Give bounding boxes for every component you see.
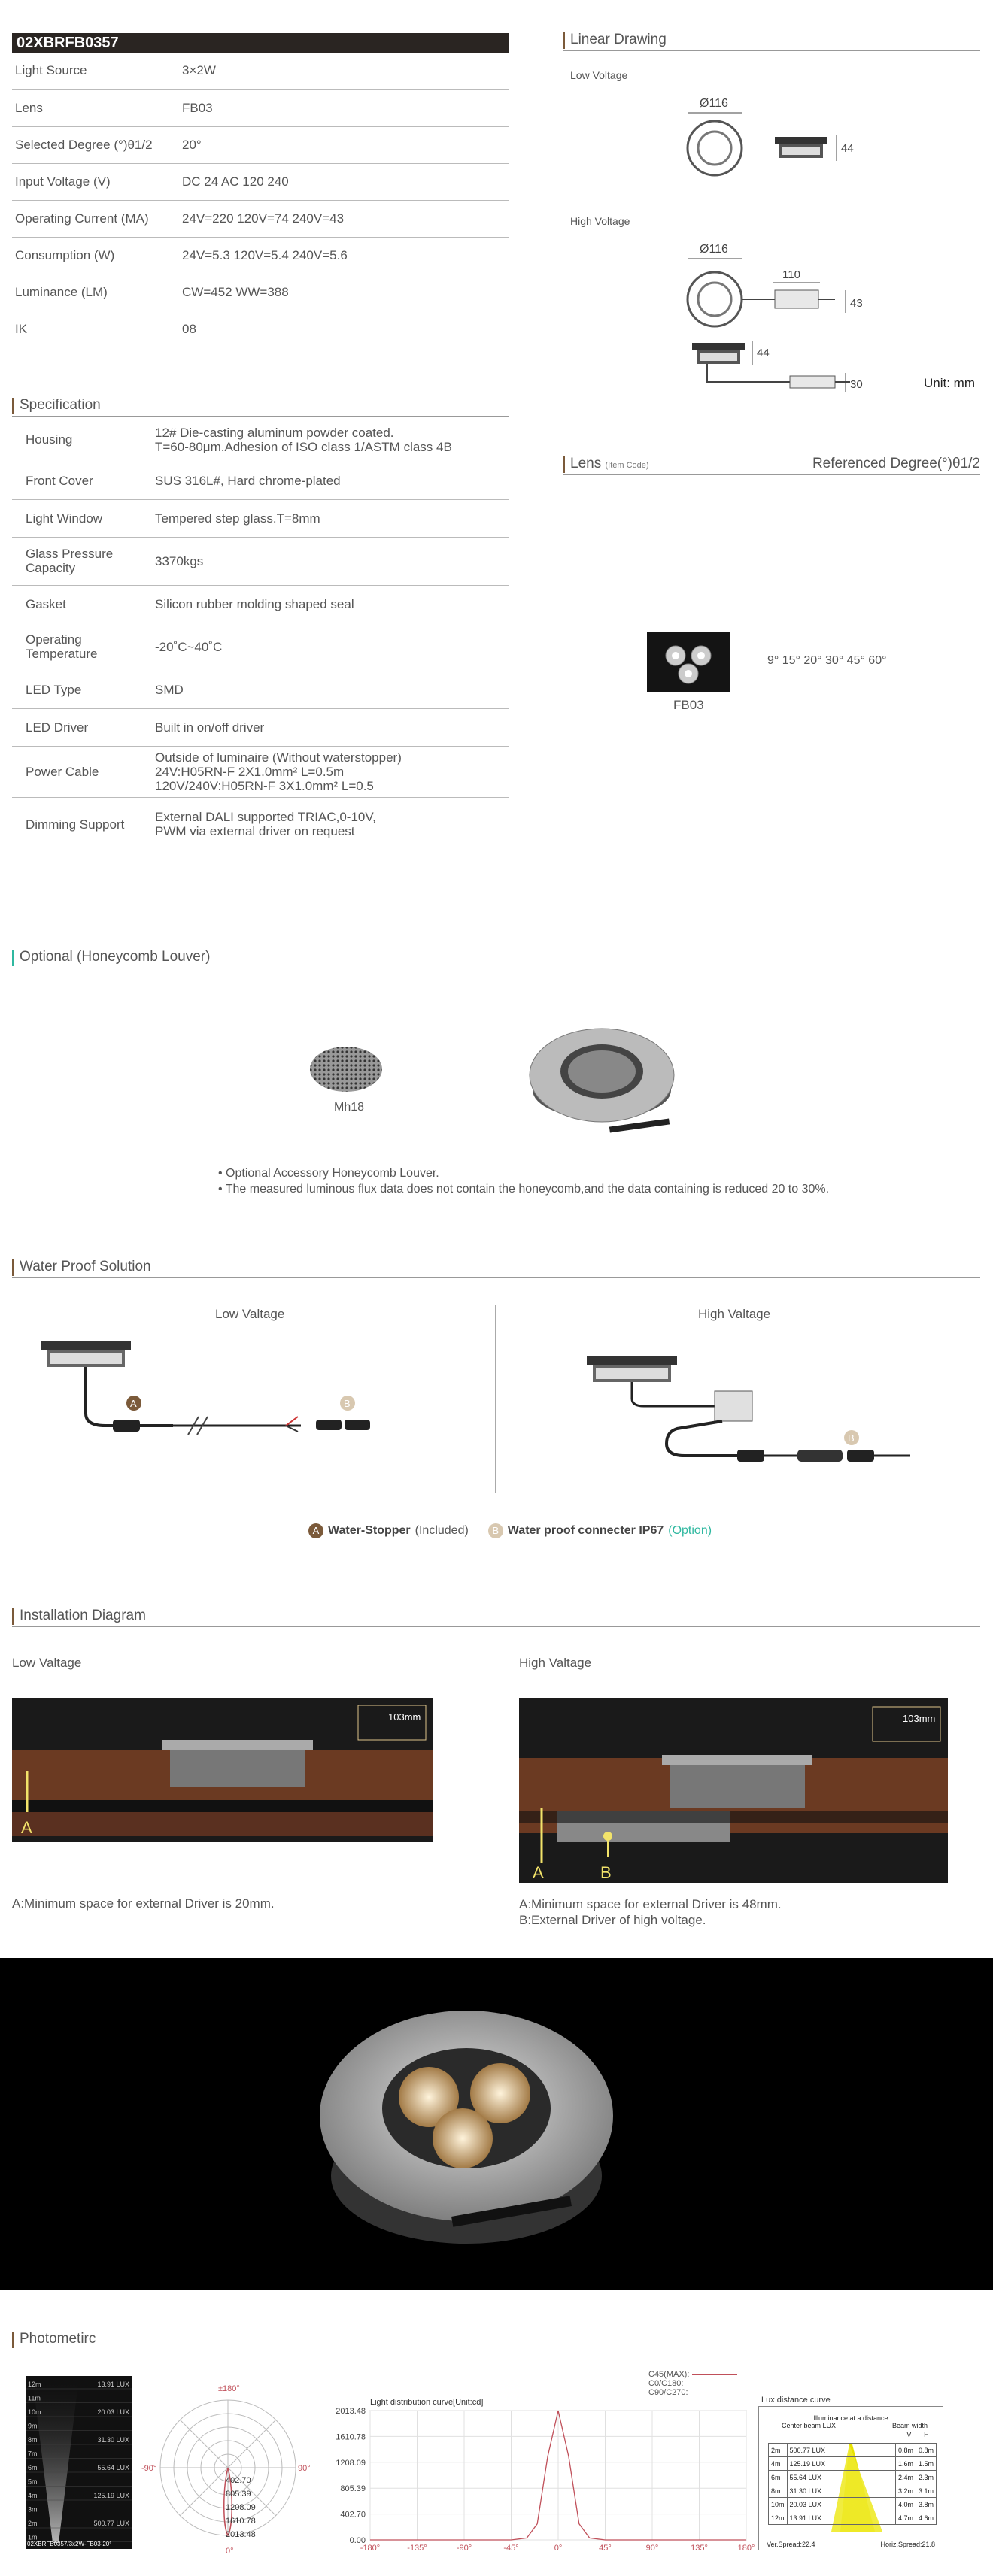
polar-left-label: -90° xyxy=(141,2464,157,2473)
polar-bottom-label: 0° xyxy=(226,2547,234,2556)
install-high-note-1: A:Minimum space for external Driver is 48mm. xyxy=(519,1897,782,1911)
specification-value xyxy=(155,623,509,671)
waterproof-low-label: Low Valtage xyxy=(215,1307,285,1321)
specification-value-line: T=60-80μm.Adhesion of ISO class 1/ASTM class 4B xyxy=(155,439,452,454)
spec-label: Operating Current (MA) xyxy=(12,200,182,237)
specification-value-line: External DALI supported TRIAC,0-10V, xyxy=(155,810,376,825)
polar-right-label: 90° xyxy=(298,2464,311,2473)
spec-value: FB03 xyxy=(182,89,509,126)
light-distribution-chart xyxy=(323,2396,755,2553)
lux-h: 3.8m xyxy=(916,2498,936,2511)
specification-value xyxy=(155,797,509,851)
lens-title: Lens xyxy=(570,456,602,471)
polar-value-label: 2013.48 xyxy=(226,2530,256,2539)
spec-row xyxy=(12,274,509,311)
spec-row xyxy=(12,126,509,163)
install-low-mm: 103mm xyxy=(388,1711,421,1723)
beam-lux-label: 125.19 LUX xyxy=(93,2492,129,2499)
height-30-label: 30 xyxy=(850,378,863,391)
legend-a-suffix: (Included) xyxy=(415,1524,469,1537)
install-high-notes xyxy=(519,1896,782,1928)
lux-table xyxy=(768,2443,937,2525)
hor-spread: Horiz.Spread:21.8 xyxy=(880,2541,935,2548)
legend-c90-label: C90/C270: xyxy=(648,2388,688,2397)
specification-value xyxy=(155,708,509,746)
legend-c0 xyxy=(648,2379,737,2388)
specification-label: LED Type xyxy=(12,671,155,708)
lens-heading xyxy=(563,454,980,475)
dia-label-hv: Ø116 xyxy=(700,243,728,256)
lux-distance: 2m xyxy=(769,2444,788,2457)
specification-table xyxy=(12,418,509,851)
beam-distance-label: 2m xyxy=(28,2520,38,2527)
y-tick-label: 805.39 xyxy=(340,2484,366,2494)
specification-value-line: SUS 316L#, Hard chrome-plated xyxy=(155,473,341,488)
y-tick-label: 2013.48 xyxy=(336,2407,366,2416)
spec-value: CW=452 WW=388 xyxy=(182,274,509,311)
lux-col-h: H xyxy=(924,2431,929,2438)
waterproof-divider xyxy=(495,1305,496,1493)
lux-v: 4.0m xyxy=(895,2498,916,2511)
specification-value-line: PWM via external driver on request xyxy=(155,824,355,839)
height-44-label-hv: 44 xyxy=(757,347,770,359)
x-tick-label: 90° xyxy=(645,2544,659,2553)
x-tick-label: 135° xyxy=(691,2544,708,2553)
install-low-note: A:Minimum space for external Driver is 20mm. xyxy=(12,1896,275,1911)
fixture-with-louver-image xyxy=(527,1019,677,1139)
model-title: 02XBRFB0357 xyxy=(17,35,119,51)
lux-distance: 4m xyxy=(769,2457,788,2471)
specification-value-line: 12# Die-casting aluminum powder coated. xyxy=(155,425,394,440)
beam-distance-label: 10m xyxy=(28,2408,41,2416)
legend-b-text: Water proof connecter IP67 xyxy=(507,1524,664,1537)
spec-row xyxy=(12,163,509,200)
basic-specs-table xyxy=(12,53,509,347)
lens-degrees: 9° 15° 20° 30° 45° 60° xyxy=(767,654,887,667)
louver-label: Mh18 xyxy=(334,1101,365,1114)
legend-c45 xyxy=(648,2370,737,2379)
specification-value xyxy=(155,537,509,585)
install-high-a: A xyxy=(533,1863,544,1882)
high-voltage-label: High Voltage xyxy=(570,215,630,227)
beam-lux-label: 31.30 LUX xyxy=(97,2436,129,2444)
beam-distance-label: 8m xyxy=(28,2436,38,2444)
specification-row xyxy=(12,537,509,585)
lux-value: 125.19 LUX xyxy=(787,2457,831,2471)
linear-drawing-heading xyxy=(563,30,980,51)
lux-value: 55.64 LUX xyxy=(787,2471,831,2484)
install-high-label: High Valtage xyxy=(519,1656,592,1670)
spec-value: 24V=5.3 120V=5.4 240V=5.6 xyxy=(182,237,509,274)
beam-image xyxy=(26,2376,132,2549)
spec-row xyxy=(12,237,509,274)
lux-row xyxy=(769,2457,937,2471)
lux-col-center: Center beam LUX xyxy=(782,2422,837,2429)
lux-table-box xyxy=(758,2406,943,2550)
specification-label: LED Driver xyxy=(12,708,155,746)
specification-row xyxy=(12,746,509,797)
specification-value-line: 24V:H05RN-F 2X1.0mm² L=0.5m xyxy=(155,764,345,779)
lux-distance: 12m xyxy=(769,2511,788,2525)
specification-value-line: -20˚C~40˚C xyxy=(155,639,223,654)
y-tick-label: 0.00 xyxy=(349,2536,366,2545)
installation-heading xyxy=(12,1606,980,1627)
spec-label: Consumption (W) xyxy=(12,237,182,274)
lux-v: 3.2m xyxy=(895,2484,916,2498)
product-hero-image xyxy=(0,1958,993,2290)
install-high-diagram xyxy=(519,1698,948,1883)
lens-code: FB03 xyxy=(673,698,704,712)
beam-distance-label: 7m xyxy=(28,2450,38,2458)
specification-value-line: Outside of luminaire (Without waterstopper) xyxy=(155,750,402,765)
specification-value-line: 3370kgs xyxy=(155,553,204,568)
polar-value-label: 402.70 xyxy=(226,2476,251,2485)
x-tick-label: 0° xyxy=(554,2544,563,2553)
lux-header: Illuminance at a distance xyxy=(813,2414,888,2422)
lux-v: 0.8m xyxy=(895,2444,916,2457)
x-tick-label: 180° xyxy=(737,2544,755,2553)
linear-drawing-title: Linear Drawing xyxy=(570,32,667,47)
spec-label: Luminance (LM) xyxy=(12,274,182,311)
lux-v: 2.4m xyxy=(895,2471,916,2484)
spec-label: Lens xyxy=(12,89,182,126)
specification-label: Light Window xyxy=(12,499,155,537)
height-43-label: 43 xyxy=(850,297,863,310)
install-high-note-2: B:External Driver of high voltage. xyxy=(519,1913,706,1927)
x-tick-label: -90° xyxy=(456,2544,472,2553)
specification-heading xyxy=(12,395,509,417)
lux-col-v: V xyxy=(906,2431,912,2438)
lux-v: 1.6m xyxy=(895,2457,916,2471)
beam-distance-label: 6m xyxy=(28,2464,38,2471)
spec-row xyxy=(12,89,509,126)
spec-label: Input Voltage (V) xyxy=(12,163,182,200)
ver-spread: Ver.Spread:22.4 xyxy=(767,2541,815,2548)
specification-value-line: 120V/240V:H05RN-F 3X1.0mm² L=0.5 xyxy=(155,778,374,793)
specification-value xyxy=(155,585,509,623)
specification-row xyxy=(12,418,509,462)
beam-distance-label: 5m xyxy=(28,2478,38,2486)
waterproof-high-diagram xyxy=(572,1338,948,1489)
specification-row xyxy=(12,797,509,851)
lux-row xyxy=(769,2511,937,2525)
waterproof-high-label: High Valtage xyxy=(698,1307,771,1321)
spec-row xyxy=(12,200,509,237)
specification-label: Gasket xyxy=(12,585,155,623)
x-tick-label: 45° xyxy=(599,2544,612,2553)
lux-row xyxy=(769,2498,937,2511)
legend-c45-label: C45(MAX): xyxy=(648,2370,690,2379)
low-voltage-label: Low Voltage xyxy=(570,69,628,81)
lux-value: 31.30 LUX xyxy=(787,2484,831,2498)
curve-legend xyxy=(648,2370,737,2397)
specification-label: Front Cover xyxy=(12,462,155,499)
install-high-b: B xyxy=(600,1863,612,1882)
lux-row xyxy=(769,2444,937,2457)
legend-b-badge: B xyxy=(488,1523,503,1538)
lux-h: 3.1m xyxy=(916,2484,936,2498)
specification-label: Operating Temperature xyxy=(12,623,155,671)
beam-distance-label: 1m xyxy=(28,2533,38,2541)
spec-value: DC 24 AC 120 240 xyxy=(182,163,509,200)
polar-value-label: 805.39 xyxy=(226,2490,251,2499)
waterproof-title: Water Proof Solution xyxy=(20,1259,151,1274)
spec-value: 24V=220 120V=74 240V=43 xyxy=(182,200,509,237)
polar-top-label: ±180° xyxy=(218,2384,240,2393)
lux-h: 1.5m xyxy=(916,2457,936,2471)
specification-value xyxy=(155,671,509,708)
specification-value xyxy=(155,499,509,537)
optional-note-1: • Optional Accessory Honeycomb Louver. xyxy=(218,1167,439,1180)
optional-note-2: • The measured luminous flux data does not contain the honeycomb,and the data containing is reduced 20 to 30%. xyxy=(218,1183,830,1196)
specification-value xyxy=(155,746,509,797)
spec-value: 08 xyxy=(182,321,196,336)
lux-value: 500.77 LUX xyxy=(787,2444,831,2457)
spec-row xyxy=(12,311,509,347)
lux-row xyxy=(769,2484,937,2498)
lux-h: 2.3m xyxy=(916,2471,936,2484)
x-tick-label: -135° xyxy=(407,2544,427,2553)
beam-distance-label: 12m xyxy=(28,2381,41,2388)
lux-value: 13.91 LUX xyxy=(787,2511,831,2525)
optional-title: Optional (Honeycomb Louver) xyxy=(20,949,211,965)
legend-b-suffix: (Option) xyxy=(668,1524,712,1537)
photometric-heading xyxy=(12,2329,980,2350)
specification-row xyxy=(12,499,509,537)
polar-plot xyxy=(141,2376,322,2556)
specification-value xyxy=(155,418,509,462)
legend-c0-label: C0/C180: xyxy=(648,2379,684,2388)
curve-title: Light distribution curve[Unit:cd] xyxy=(370,2398,484,2407)
spec-label: Light Source xyxy=(12,53,182,89)
specification-value-line: Built in on/off driver xyxy=(155,720,265,735)
dia-label: Ø116 xyxy=(700,97,728,110)
marker-a-low: A xyxy=(130,1398,137,1409)
optional-notes xyxy=(218,1165,829,1197)
spec-value: 20° xyxy=(182,126,509,163)
beam-distance-label: 11m xyxy=(28,2394,41,2402)
specification-value xyxy=(155,462,509,499)
lux-h: 4.6m xyxy=(916,2511,936,2525)
model-title-bar xyxy=(12,33,509,53)
lux-distance: 6m xyxy=(769,2471,788,2484)
polar-value-label: 1610.78 xyxy=(226,2517,256,2526)
specification-value-line: SMD xyxy=(155,682,184,697)
height-44-label: 44 xyxy=(841,142,854,155)
y-tick-label: 1610.78 xyxy=(336,2432,366,2442)
legend-a-badge: A xyxy=(308,1523,323,1538)
install-high-mm: 103mm xyxy=(903,1713,936,1724)
unit-label: Unit: mm xyxy=(924,376,975,390)
specification-title: Specification xyxy=(20,397,101,413)
specification-label: Power Cable xyxy=(12,746,155,797)
beam-distance-label: 9m xyxy=(28,2422,38,2430)
install-low-a: A xyxy=(21,1818,32,1837)
item-code-label: (Item Code) xyxy=(605,461,649,470)
specification-row xyxy=(12,585,509,623)
x-tick-label: -45° xyxy=(503,2544,519,2553)
lux-row xyxy=(769,2471,937,2484)
waterproof-legend xyxy=(308,1523,712,1538)
beam-caption: 02XBRFB0357/3x2W-FB03-20° xyxy=(27,2541,112,2547)
lux-value: 20.03 LUX xyxy=(787,2498,831,2511)
specification-label: Housing xyxy=(12,418,155,462)
specification-row xyxy=(12,462,509,499)
lux-v: 4.7m xyxy=(895,2511,916,2525)
x-tick-label: -180° xyxy=(360,2544,381,2553)
installation-title: Installation Diagram xyxy=(20,1608,146,1623)
lux-h: 0.8m xyxy=(916,2444,936,2457)
beam-lux-label: 500.77 LUX xyxy=(93,2520,129,2527)
beam-lux-label: 13.91 LUX xyxy=(97,2381,129,2388)
beam-lux-label: 20.03 LUX xyxy=(97,2408,129,2416)
beam-lux-label: 55.64 LUX xyxy=(97,2464,129,2471)
waterproof-heading xyxy=(12,1257,980,1278)
specification-value-line: Silicon rubber molding shaped seal xyxy=(155,596,354,611)
spec-row xyxy=(12,53,509,89)
optional-heading xyxy=(12,947,980,968)
spec-value: 3×2W xyxy=(182,53,509,89)
specification-row xyxy=(12,708,509,746)
specification-row xyxy=(12,671,509,708)
install-low-diagram xyxy=(12,1698,433,1842)
lux-distance: 10m xyxy=(769,2498,788,2511)
honeycomb-louver-image xyxy=(308,1045,384,1093)
lux-title: Lux distance curve xyxy=(761,2396,831,2405)
specification-label: Dimming Support xyxy=(26,817,125,832)
y-tick-label: 1208.09 xyxy=(336,2458,366,2468)
install-low-label: Low Valtage xyxy=(12,1656,82,1670)
spec-label: IK xyxy=(15,321,28,336)
beam-distance-label: 3m xyxy=(28,2505,38,2514)
y-tick-label: 402.70 xyxy=(340,2510,366,2520)
lens-image xyxy=(647,632,730,692)
marker-b-high: B xyxy=(848,1432,855,1444)
width-110-label: 110 xyxy=(782,268,800,281)
polar-value-label: 1208.09 xyxy=(226,2503,256,2512)
photometric-title: Photometirc xyxy=(20,2331,96,2347)
waterproof-low-diagram xyxy=(30,1338,436,1489)
marker-b-low: B xyxy=(344,1398,351,1409)
legend-a-text: Water-Stopper xyxy=(328,1524,411,1537)
ref-degree-label: Referenced Degree(°)θ1/2 xyxy=(812,456,980,471)
low-voltage-drawing xyxy=(677,92,873,189)
beam-distance-label: 4m xyxy=(28,2492,38,2499)
specification-label: Glass Pressure Capacity xyxy=(12,537,155,585)
lux-col-beam: Beam width xyxy=(891,2422,928,2429)
specification-row xyxy=(12,623,509,671)
spec-label: Selected Degree (°)θ1/2 xyxy=(12,126,182,163)
specification-value-line: Tempered step glass.T=8mm xyxy=(155,511,320,526)
lux-distance: 8m xyxy=(769,2484,788,2498)
